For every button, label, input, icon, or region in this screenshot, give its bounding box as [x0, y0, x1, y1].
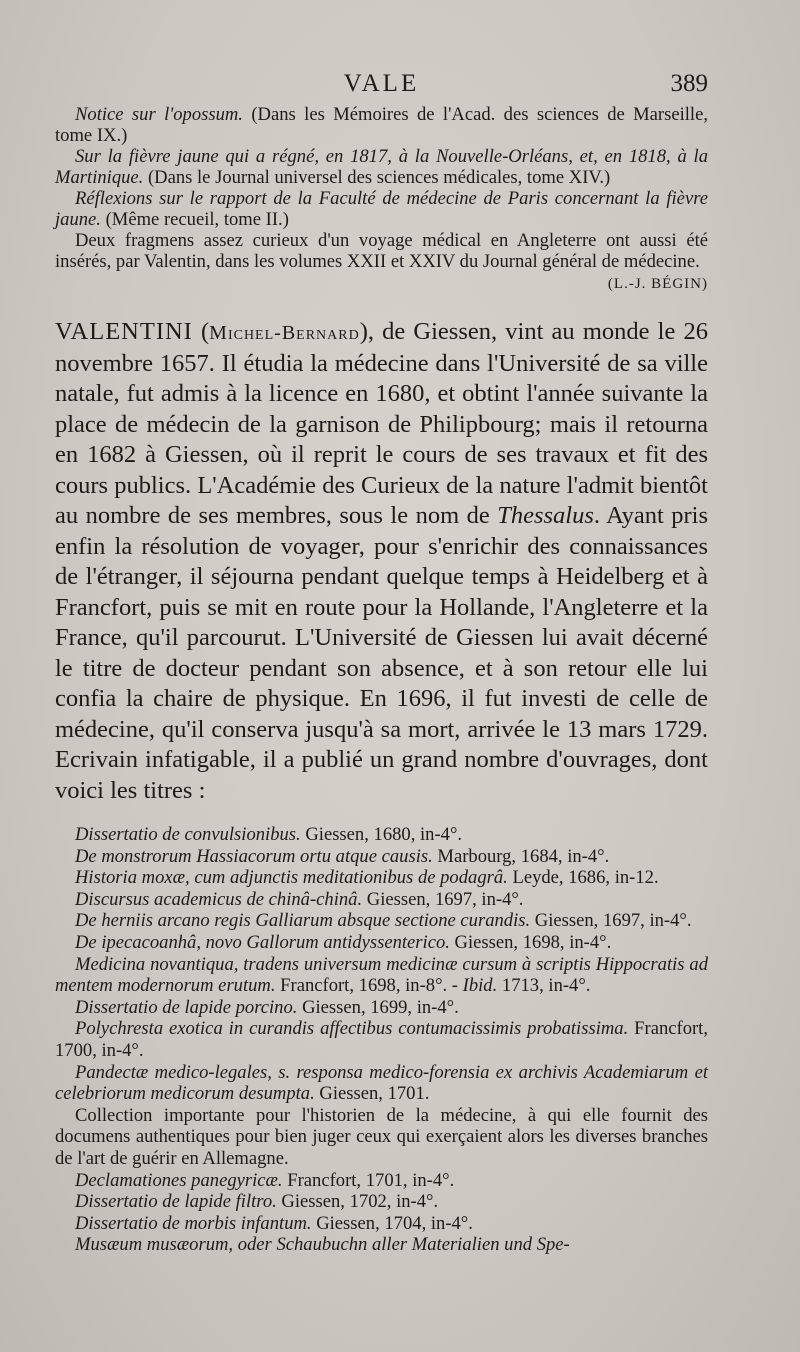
previous-work-item	[55, 188, 708, 230]
work-item	[55, 932, 708, 954]
work-title: Pandectæ medico-legales, s. responsa medico-forensia ex archivis Academiarum et celebriorum medicorum desumpta.	[55, 1061, 708, 1105]
work-item	[55, 1170, 708, 1192]
work-title: Réflexions sur le rapport de la Faculté de médecine de Paris concernant la fièvre jaune.	[55, 188, 708, 230]
work-details: Giessen, 1697, in-4°.	[362, 888, 524, 910]
work-details: Giessen, 1680, in-4°.	[300, 824, 463, 845]
biography-paragraph: VALENTINI (Michel-Bernard), de Giessen, vint au monde le 26 novembre 1657. Il étudia la médecine dans l'Université de sa ville natale, fut admis à la licence en 1680, et obtint l'année suivante la place de médecin de la garnison de Philipbourg; mais il retourna en 1682 à Giessen, où il reprit le cours de ses travaux et fit des cours publics. L'Académie des Curieux de la nature l'admit bientôt au nombre de ses membres, sous le nom de Thessalus. Ayant pris enfin la résolution de voyager, pour s'enrichir des connaissances de l'étranger, il séjourna pendant quelque temps à Heidelberg et à Francfort, puis se mit en route pour la Hollande, l'Angleterre et la France, qu'il parcourut. L'Université de Giessen lui avait décerné le titre de docteur pendant son absence, et à son retour elle lui confia la chaire de physique. En 1696, il fut investi de celle de médecine, qu'il conserva jusqu'à sa mort, arrivée le 13 mars 1729. Ecrivain infatigable, il a publié un grand nombre d'ouvrages, dont voici les titres :	[55, 318, 708, 804]
work-title: Dissertatio de lapide porcino.	[75, 996, 298, 1018]
work-item	[55, 997, 708, 1019]
work-details: (Dans le Journal universel des sciences médicales, tome XIV.)	[143, 167, 611, 188]
work-details: Francfort, 1700, in-4°.	[55, 1018, 708, 1061]
work-title-ibid: Ibid.	[462, 975, 498, 997]
work-item	[55, 1191, 708, 1213]
work-title: Sur la fièvre jaune qui a régné, en 1817, à la Nouvelle-Orléans, et, en 1818, à la Martinique.	[55, 146, 708, 188]
work-title: Musæum musæorum, oder Schaubuchn aller Materialien und Spe-	[75, 1234, 570, 1256]
author-signature	[55, 272, 708, 295]
biography-text: de Giessen, vint au monde le 26 novembre 1657. Il étudia la médecine dans l'Université de sa ville natale, fut admis à la licence en 1680, et obtint l'année suivante la place de médecin de la garnison de Philipbourg; mais il retourna en 1682 à Giessen, où il reprit le cours de ses travaux et fit des cours publics. L'Académie des Curieux de la nature l'admit bientôt au nombre de ses membres, sous le nom de	[55, 318, 708, 529]
work-title: Medicina novantiqua, tradens universum medicinæ cursum à scriptis Hippocratis ad mentem modernorum erutum.	[55, 953, 708, 997]
work-title: Dissertatio de convulsionibus.	[75, 824, 301, 845]
biography-entry	[55, 317, 708, 806]
work-title: Notice sur l'opossum.	[75, 104, 243, 125]
work-details: Francfort, 1698, in-8°. -	[275, 975, 463, 997]
work-title: Dissertatio de morbis infantum.	[75, 1212, 312, 1234]
running-head-title: VALE	[343, 70, 420, 97]
works-list	[55, 824, 708, 1256]
work-item	[55, 1213, 708, 1235]
work-title: Discursus academicus de chinâ-chinâ.	[75, 888, 363, 910]
work-item	[55, 954, 708, 997]
work-details: Giessen, 1702, in-4°.	[276, 1191, 439, 1213]
work-details: Giessen, 1698, in-4°.	[449, 931, 612, 953]
previous-entry-note: Deux fragmens assez curieux d'un voyage médical en Angleterre ont aussi été insérés, par Valentin, dans les volumes XXII et XXIV du Journal général de médecine.	[55, 230, 708, 272]
signature-text: (L.-J. BÉGIN)	[607, 276, 708, 292]
work-item	[55, 910, 708, 932]
work-title: De ipecacoanhâ, novo Gallorum antidyssenterico.	[75, 931, 450, 953]
work-details: Francfort, 1701, in-4°.	[282, 1169, 455, 1191]
work-item	[55, 824, 708, 846]
work-title: Historia moxæ, cum adjunctis meditationibus de podagrâ.	[75, 867, 508, 889]
work-item	[55, 1234, 708, 1256]
academy-pseudonym: Thessalus	[497, 502, 594, 529]
entry-given-names: Michel-Bernard	[209, 322, 360, 344]
work-item	[55, 1018, 708, 1061]
work-details: Giessen, 1704, in-4°.	[311, 1212, 473, 1234]
work-item	[55, 846, 708, 868]
work-title: De monstrorum Hassiacorum ortu atque causis.	[75, 845, 433, 867]
work-item	[55, 889, 708, 911]
previous-work-item	[55, 146, 708, 188]
page-body	[55, 104, 708, 1256]
work-details: Giessen, 1697, in-4°.	[530, 910, 692, 932]
work-details: Giessen, 1701.	[314, 1083, 430, 1105]
work-title: De herniis arcano regis Galliarum absque sectione curandis.	[75, 910, 531, 932]
page-number: 389	[670, 70, 708, 97]
work-title: Dissertatio de lapide filtro.	[75, 1191, 277, 1213]
previous-work-item	[55, 104, 708, 146]
biography-text-continued: . Ayant pris enfin la résolution de voyager, pour s'enrichir des connaissances de l'étranger, il séjourna pendant quelque temps à Heidelberg et à Francfort, puis se mit en route pour la Hollande, l'Angleterre et la France, qu'il parcourut. L'Université de Giessen lui avait décerné le titre de docteur pendant son absence, et à son retour elle lui confia la chaire de physique. En 1696, il fut investi de celle de médecine, qu'il conserva jusqu'à sa mort, arrivée le 13 mars 1729. Ecrivain infatigable, il a publié un grand nombre d'ouvrages, dont voici les titres :	[55, 502, 708, 804]
work-details: Marbourg, 1684, in-4°.	[432, 845, 610, 867]
work-details: Giessen, 1699, in-4°.	[297, 996, 459, 1018]
work-details: (Même recueil, tome II.)	[100, 209, 289, 230]
work-title: Polychresta exotica in curandis affectibus contumacissimis probatissima.	[75, 1018, 629, 1040]
running-head	[55, 70, 708, 104]
work-item	[55, 867, 708, 889]
work-note: Collection importante pour l'historien de la médecine, à qui elle fournit des documens authentiques pour bien juger ceux qui exerçaient alors les diverses branches de l'art de guérir en Allemagne.	[55, 1104, 708, 1169]
work-details-ibid: 1713, in-4°.	[497, 975, 591, 997]
work-details: (Dans les Mémoires de l'Acad. des sciences de Marseille, tome IX.)	[55, 104, 708, 146]
work-item	[55, 1062, 708, 1105]
previous-entry	[55, 104, 708, 295]
work-title: Declamationes panegyricæ.	[75, 1169, 283, 1191]
entry-headword: VALENTINI	[55, 318, 193, 345]
work-details: Leyde, 1686, in-12.	[507, 867, 659, 889]
